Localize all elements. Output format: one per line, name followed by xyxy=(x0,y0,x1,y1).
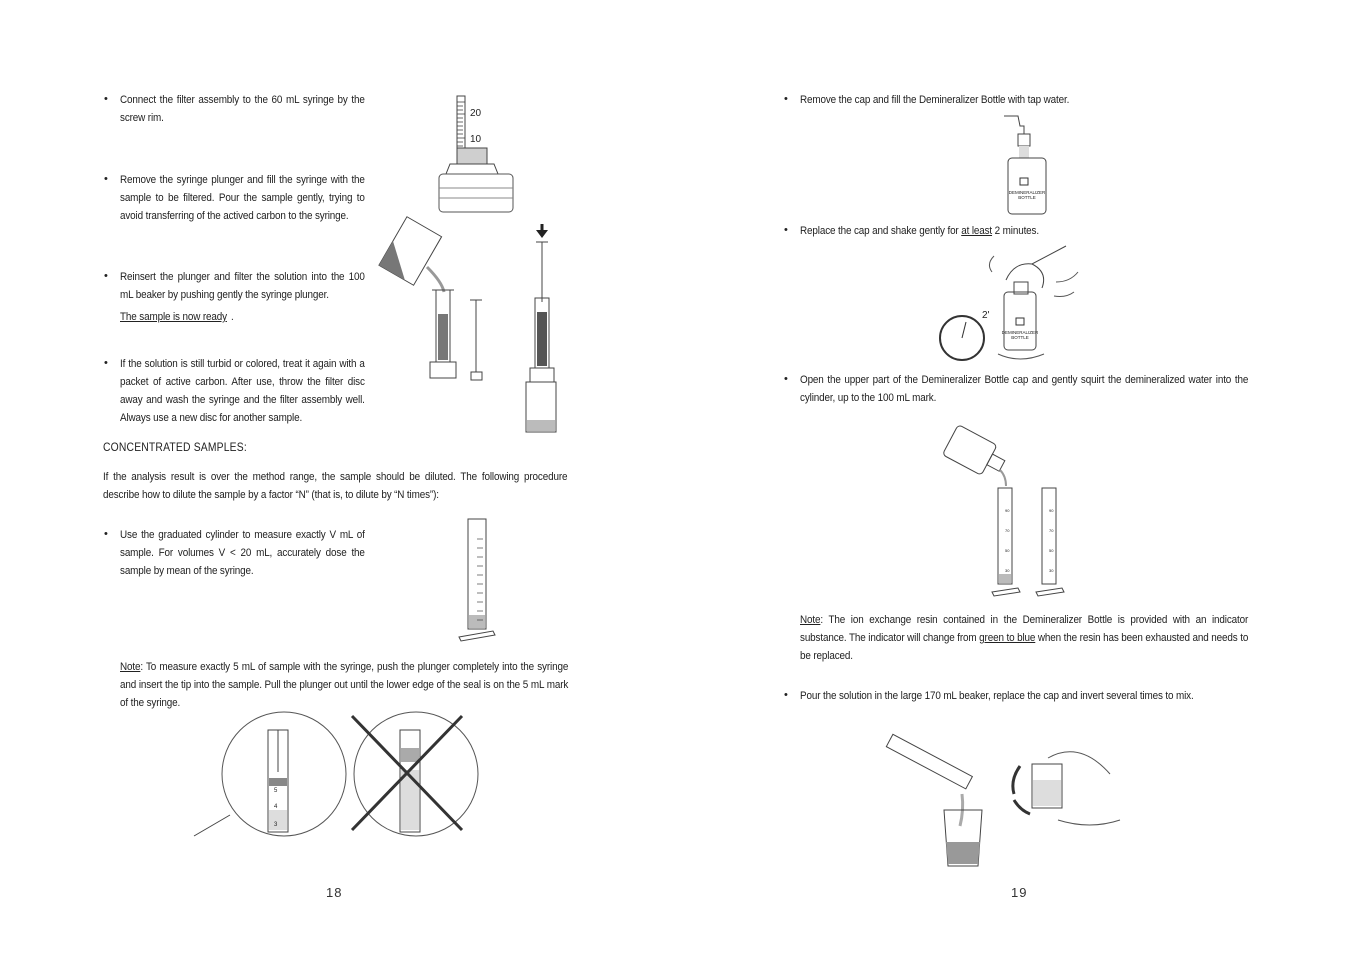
bullet-dot: • xyxy=(784,689,788,701)
note-label: Note xyxy=(120,661,141,673)
tick-label: 70 xyxy=(1005,528,1010,533)
shake-timer-illustration xyxy=(936,242,1086,366)
syringe-filter-illustration xyxy=(430,90,520,220)
step-fill-bottle: Remove the cap and fill the Demineralizer Bottle with tap water. xyxy=(800,94,1070,106)
step-fill-syringe: Remove the syringe plunger and fill the syringe with the sample to be filtered. Pour the sample gently, trying to avoid transferring of the actived carbon to the syringe. xyxy=(120,174,365,222)
concentrated-samples-heading: CONCENTRATED SAMPLES: xyxy=(103,442,247,454)
note-text-pre: : The ion exchange resin contained in the Demineralizer Bottle is provided with an indicator substance. The indicator will change from xyxy=(800,614,1249,644)
note-text-post: when the resin has been exhausted and needs to be replaced. xyxy=(800,632,1249,662)
step-turbid-sample: If the solution is still turbid or colored, treat it again with a packet of active carbon. After use, throw the filter disc away and wash the syringe and the filter assembly well. Always use a new disc for another sample. xyxy=(120,358,365,424)
sample-ready-note: The sample is now ready xyxy=(120,311,227,323)
scale-label-10: 10 xyxy=(470,134,482,145)
bottle-label-line1: DEMINERALIZER xyxy=(1008,190,1046,195)
step-measure-volume: Use the graduated cylinder to measure exactly V mL of sample. For volumes V < 20 mL, accurately dose the sample by mean of the syringe. xyxy=(120,529,365,577)
green-to-blue-emphasis: green to blue xyxy=(979,632,1036,644)
bullet-dot: • xyxy=(104,528,108,540)
tick-label: 70 xyxy=(1049,528,1054,533)
bullet-dot: • xyxy=(784,224,788,236)
zoom-mark-5: 5 xyxy=(274,788,278,794)
step-shake-bottle xyxy=(800,222,1039,240)
pour-mix-illustration xyxy=(880,730,1130,870)
zoom-mark-4: 4 xyxy=(274,804,278,810)
at-least-emphasis: at least xyxy=(961,225,993,237)
cylinder-fill-illustration xyxy=(942,430,1072,606)
tick-label: 50 xyxy=(1005,548,1010,553)
note-label: Note xyxy=(800,614,821,626)
cylinder-ticks xyxy=(1005,508,1010,573)
step-connect-filter: Connect the filter assembly to the 60 mL syringe by the screw rim. xyxy=(120,94,365,124)
bullet-dot: • xyxy=(104,270,108,282)
page-number: 18 xyxy=(326,885,343,900)
syringe-note xyxy=(120,658,568,712)
tick-label: 90 xyxy=(1049,508,1054,513)
step-reinsert-plunger: Reinsert the plunger and filter the solution into the 100 mL beaker by pushing gently the syringe plunger. xyxy=(120,271,365,301)
page-number: 19 xyxy=(1011,885,1028,900)
shake-text-post: 2 minutes. xyxy=(992,225,1039,237)
right-page xyxy=(676,0,1351,954)
bottle-label-line2: BOTTLE xyxy=(1011,335,1029,340)
resin-note xyxy=(800,611,1248,665)
demineralizer-bottle-fill-illustration xyxy=(1000,112,1056,218)
step-squirt-water: Open the upper part of the Demineralizer Bottle cap and gently squirt the demineralized water into the cylinder, up to the 100 mL mark. xyxy=(800,374,1249,404)
left-page xyxy=(0,0,675,954)
tick-label: 30 xyxy=(1049,568,1054,573)
note-text: : To measure exactly 5 mL of sample with the syringe, push the plunger completely into the syringe and insert the tip into the sample. Pull the plunger out until the lower edge of the seal is on the 5 mL mark of the syringe. xyxy=(120,661,569,709)
syringe-measure-illustration xyxy=(190,712,480,842)
scale-label-20: 20 xyxy=(470,108,482,119)
tick-label: 30 xyxy=(1005,568,1010,573)
bottle-label-line1: DEMINERALIZER xyxy=(1001,330,1039,335)
bottle-label-line2: BOTTLE xyxy=(1018,195,1036,200)
zoom-mark-3: 3 xyxy=(274,822,278,828)
graduated-cylinder-illustration xyxy=(455,515,500,643)
dilution-intro: If the analysis result is over the method range, the sample should be diluted. The following procedure describe how to dilute the sample by a factor “N” (that is, to dilute by “N times”): xyxy=(103,471,568,501)
bullet-dot: • xyxy=(784,373,788,385)
tick-label: 90 xyxy=(1005,508,1010,513)
period: . xyxy=(231,311,234,323)
bullet-dot: • xyxy=(784,93,788,105)
bullet-dot: • xyxy=(104,357,108,369)
timer-label: 2' xyxy=(982,310,990,321)
bullet-dot: • xyxy=(104,93,108,105)
bullet-dot: • xyxy=(104,173,108,185)
filtration-steps-illustration xyxy=(372,222,572,437)
tick-label: 50 xyxy=(1049,548,1054,553)
shake-text-pre: Replace the cap and shake gently for xyxy=(800,225,962,237)
step-pour-and-mix: Pour the solution in the large 170 mL beaker, replace the cap and invert several times to mix. xyxy=(800,690,1194,702)
